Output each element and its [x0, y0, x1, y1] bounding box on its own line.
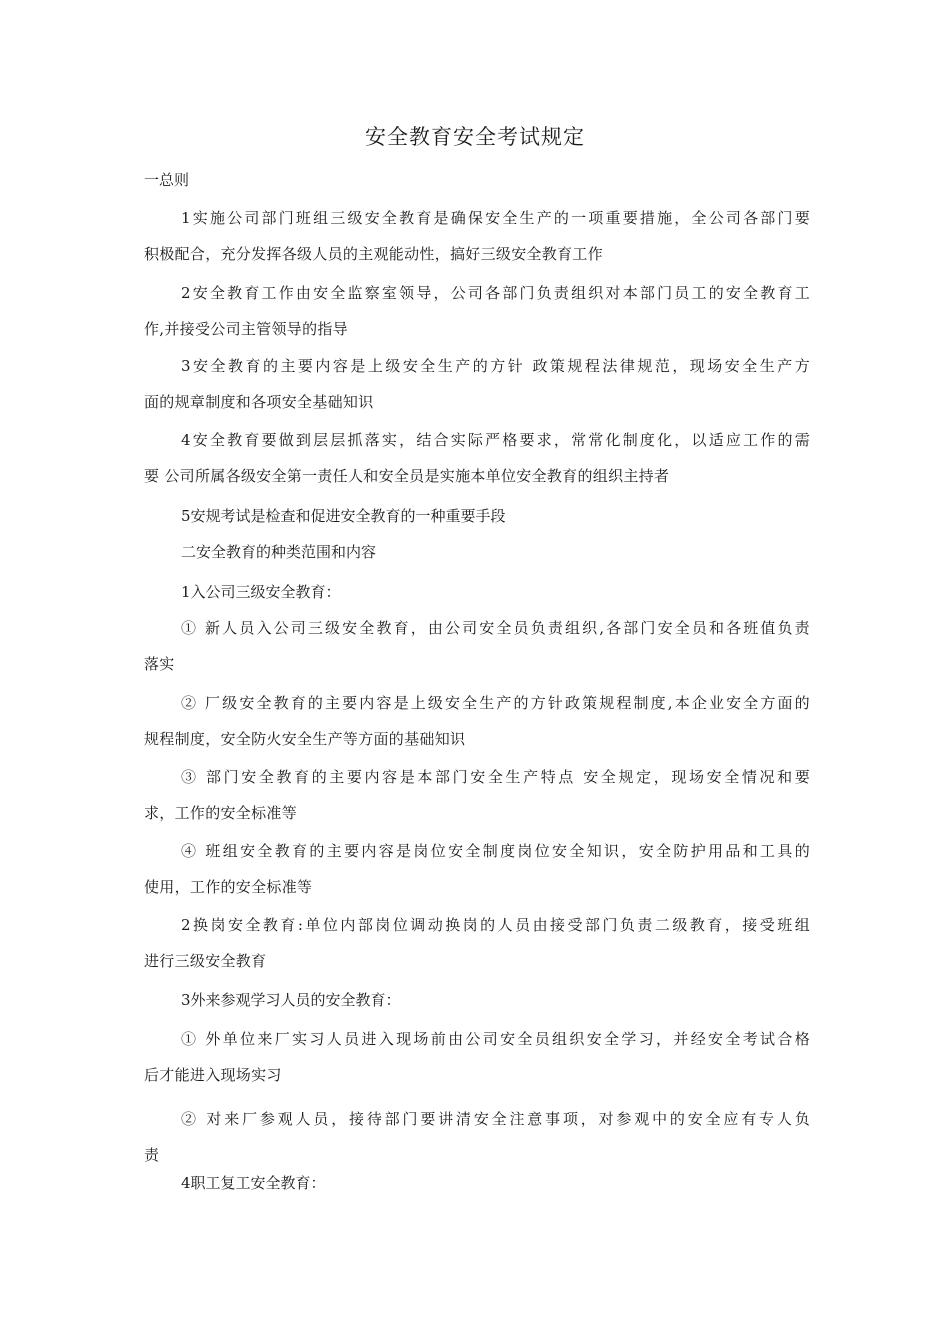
subsection-heading-return-to-work: 4职工复工安全教育： — [181, 1174, 326, 1192]
paragraph-visitors-1 — [144, 1021, 810, 1093]
paragraph-line: 积极配合，充分发挥各级人员的主观能动性，搞好三级安全教育工作 — [144, 245, 604, 263]
paragraph-line: 4安全教育要做到层层抓落实，结合实际严格要求，常常化制度化，以适应工作的需 — [181, 431, 810, 449]
paragraph-three-level-2 — [144, 685, 810, 757]
paragraph-three-level-3 — [144, 759, 810, 831]
subsection-heading-visitors: 3外来参观学习人员的安全教育： — [181, 991, 401, 1009]
paragraph-line: 1实施公司部门班组三级安全教育是确保安全生产的一项重要措施，全公司各部门要 — [181, 209, 810, 227]
paragraph-general-4 — [144, 422, 810, 494]
document-title: 安全教育安全考试规定 — [365, 125, 585, 149]
paragraph-three-level-4 — [144, 833, 810, 905]
paragraph-line: ④ 班组安全教育的主要内容是岗位安全制度岗位安全知识，安全防护用品和工具的 — [181, 842, 810, 860]
paragraph-line: 使用，工作的安全标准等 — [144, 878, 313, 896]
paragraph-line: ① 外单位来厂实习人员进入现场前由公司安全员组织安全学习，并经安全考试合格 — [181, 1030, 810, 1048]
paragraph-line: 要 公司所属各级安全第一责任人和安全员是实施本单位安全教育的组织主持者 — [144, 467, 670, 485]
paragraph-line: 规程制度，安全防火安全生产等方面的基础知识 — [144, 730, 466, 748]
section-heading-general: 一总则 — [144, 171, 190, 189]
paragraph-line: 2换岗安全教育:单位内部岗位调动换岗的人员由接受部门负责二级教育，接受班组 — [181, 916, 810, 934]
paragraph-line: 作,并接受公司主管领导的指导 — [144, 320, 348, 338]
paragraph-visitors-2 — [144, 1101, 810, 1173]
paragraph-general-2 — [144, 275, 810, 347]
paragraph-line: 进行三级安全教育 — [144, 952, 267, 970]
paragraph-line: ① 新人员入公司三级安全教育，由公司安全员负责组织,各部门安全员和各班值负责 — [181, 619, 810, 637]
paragraph-line: 3安全教育的主要内容是上级安全生产的方针 政策规程法律规范，现场安全生产方 — [181, 357, 810, 375]
paragraph-general-1 — [144, 200, 810, 272]
section-heading-types: 二安全教育的种类范围和内容 — [181, 543, 377, 561]
subsection-heading-three-level: 1入公司三级安全教育： — [181, 583, 341, 601]
paragraph-line: 求，工作的安全标准等 — [144, 804, 298, 822]
paragraph-general-3 — [144, 348, 810, 420]
paragraph-line: ② 对来厂参观人员，接待部门要讲清安全注意事项，对参观中的安全应有专人负 — [181, 1110, 810, 1128]
paragraph-line: ② 厂级安全教育的主要内容是上级安全生产的方针政策规程制度,本企业安全方面的 — [181, 694, 810, 712]
paragraph-line: ③ 部门安全教育的主要内容是本部门安全生产特点 安全规定，现场安全情况和要 — [181, 768, 810, 786]
paragraph-job-change — [144, 907, 810, 979]
paragraph-general-5: 5安规考试是检查和促进安全教育的一种重要手段 — [181, 507, 506, 525]
paragraph-line: 面的规章制度和各项安全基础知识 — [144, 393, 374, 411]
paragraph-line: 2安全教育工作由安全监察室领导，公司各部门负责组织对本部门员工的安全教育工 — [181, 284, 810, 302]
paragraph-three-level-1 — [144, 610, 810, 682]
paragraph-line: 后才能进入现场实习 — [144, 1066, 282, 1084]
paragraph-line: 落实 — [144, 655, 175, 673]
paragraph-line: 责 — [144, 1146, 160, 1164]
